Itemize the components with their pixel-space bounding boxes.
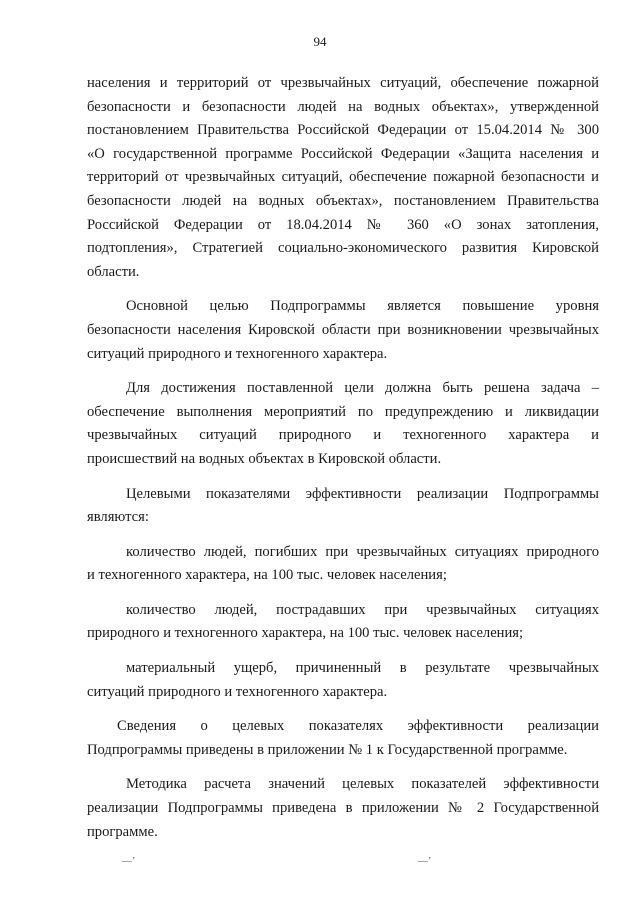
page-number: 94 (313, 34, 327, 49)
text-line: количество людей, пострадавших при чрезвычайных ситуациях (126, 601, 599, 618)
paragraph-indicators-intro (87, 483, 599, 530)
text-line: и техногенного характера, на 100 тыс. человек населения; (87, 567, 447, 584)
text-line: безопасности и безопасности людей на водных объектах», утвержденной (87, 98, 599, 115)
text-line: программе. (87, 823, 158, 840)
paragraph-continuation (87, 72, 599, 284)
text-line: Для достижения поставленной цели должна быть решена задача – (126, 380, 599, 397)
text-line: материальный ущерб, причиненный в результате чрезвычайных (126, 660, 599, 677)
text-line: безопасности людей на водных объектах», постановлением Правительства (87, 192, 599, 209)
paragraph-indicator-damage (87, 657, 599, 704)
text-line: постановлением Правительства Российской Федерации от 15.04.2014 № 300 (87, 122, 599, 139)
text-line: Сведения о целевых показателях эффективности реализации (117, 718, 599, 735)
text-line: количество людей, погибших при чрезвычайных ситуациях природного (126, 543, 599, 560)
text-line: населения и территорий от чрезвычайных ситуаций, обеспечение пожарной (87, 75, 599, 91)
text-line: безопасности населения Кировской области при возникновении чрезвычайных (87, 321, 599, 338)
footer-mark-left: —’ (122, 856, 136, 867)
text-line: реализации Подпрограммы приведена в приложении № 2 Государственной (87, 800, 599, 817)
text-line: Подпрограммы приведены в приложении № 1 к Государственной программе. (87, 741, 568, 758)
text-line: подтопления», Стратегией социально-экономического развития Кировской (87, 240, 599, 257)
paragraph-task (87, 377, 599, 471)
text-line: являются: (87, 509, 149, 526)
text-line: происшествий на водных объектах в Кировской области. (87, 450, 442, 467)
text-line: ситуаций природного и техногенного характера. (87, 683, 388, 700)
text-line: Целевыми показателями эффективности реализации Подпрограммы (126, 485, 599, 502)
text-line: Российской Федерации от 18.04.2014 № 360 «О зонах затопления, (87, 216, 599, 233)
text-line: территорий от чрезвычайных ситуаций, обеспечение пожарной безопасности и (87, 169, 599, 186)
paragraph-indicator-deaths (87, 541, 599, 588)
text-line: «О государственной программе Российской Федерации «Защита населения и (87, 145, 599, 162)
paragraph-indicator-injured (87, 599, 599, 646)
footer-mark-right: —’ (418, 856, 432, 867)
body-text (87, 72, 599, 844)
text-line: Основной целью Подпрограммы является повышение уровня (126, 298, 599, 315)
text-line: области. (87, 263, 140, 280)
text-line: чрезвычайных ситуаций природного и техногенного характера и (87, 427, 599, 444)
text-line: Методика расчета значений целевых показателей эффективности (126, 776, 599, 793)
paragraph-goal (87, 295, 599, 366)
paragraph-appendix-1 (87, 715, 599, 762)
text-line: природного и техногенного характера, на 100 тыс. человек населения; (87, 625, 524, 642)
paragraph-appendix-2 (87, 773, 599, 844)
text-line: ситуаций природного и техногенного характера. (87, 345, 388, 362)
text-line: обеспечение выполнения мероприятий по предупреждению и ликвидации (87, 403, 599, 420)
